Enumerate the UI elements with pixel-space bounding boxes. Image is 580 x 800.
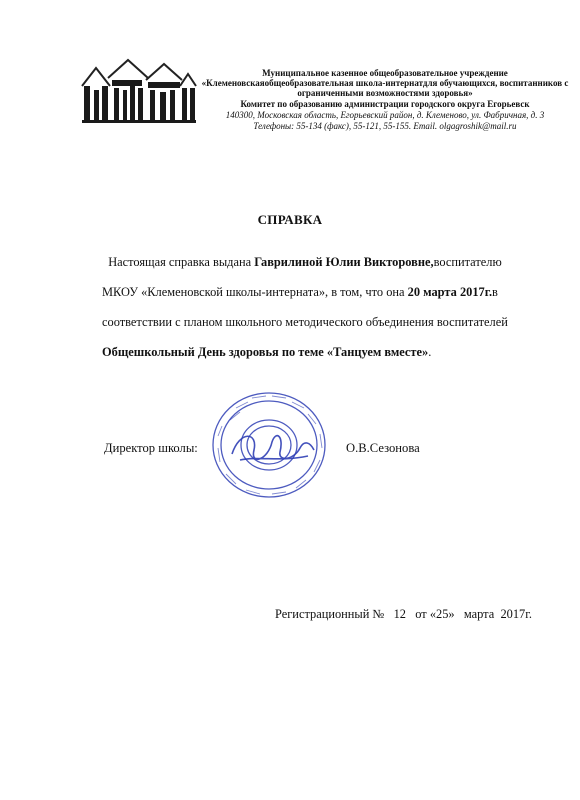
org-name-line2: «Клеменовскаяобщеобразовательная школа-интернатдля обучающихся, воспитанников с xyxy=(201,78,569,88)
registration-line: Регистрационный № 12 от «25» марта 2017г. xyxy=(275,607,533,621)
body-text-4-tail: . xyxy=(428,345,432,359)
body-text-3: соответствии с планом школьного методического объединения воспитателей xyxy=(102,315,508,329)
contacts-line: Телефоны: 55-134 (факс), 55-121, 55-155. Email. olgagroshik@mail.ru xyxy=(253,121,517,131)
address-line: 140300, Московская область, Егорьевский район, д. Клеменово, ул. Фабричная, д. 3 xyxy=(225,110,545,120)
committee-line: Комитет по образованию администрации городского округа Егорьевск xyxy=(240,99,530,109)
school-logo xyxy=(80,56,198,126)
body-text-1b: воспитателю xyxy=(433,255,502,269)
official-seal xyxy=(210,390,328,500)
body-paragraph xyxy=(102,247,560,367)
event-name: Общешкольный День здоровья по теме «Танцуем вместе» xyxy=(102,345,429,359)
signature-label: Директор школы: xyxy=(104,441,198,455)
body-text-1a: Настоящая справка выдана xyxy=(108,255,255,269)
event-date: 20 марта 2017г. xyxy=(407,285,493,299)
body-line-2 xyxy=(102,277,560,307)
body-line-3 xyxy=(102,307,560,337)
body-text-2-tail: в xyxy=(492,285,498,299)
signatory-name: О.В.Сезонова xyxy=(346,441,420,455)
body-line-1 xyxy=(102,247,560,277)
body-line-4 xyxy=(102,337,560,367)
document-title: СПРАВКА xyxy=(257,212,323,227)
org-name-line3: ограниченными возможностями здоровья» xyxy=(297,88,473,98)
org-name-line1: Муниципальное казенное общеобразовательное учреждение xyxy=(262,68,508,78)
body-text-2: МКОУ «Клеменовской школы-интерната», в том, что она xyxy=(102,285,408,299)
recipient-name: Гаврилиной Юлии Викторовне, xyxy=(254,255,434,269)
